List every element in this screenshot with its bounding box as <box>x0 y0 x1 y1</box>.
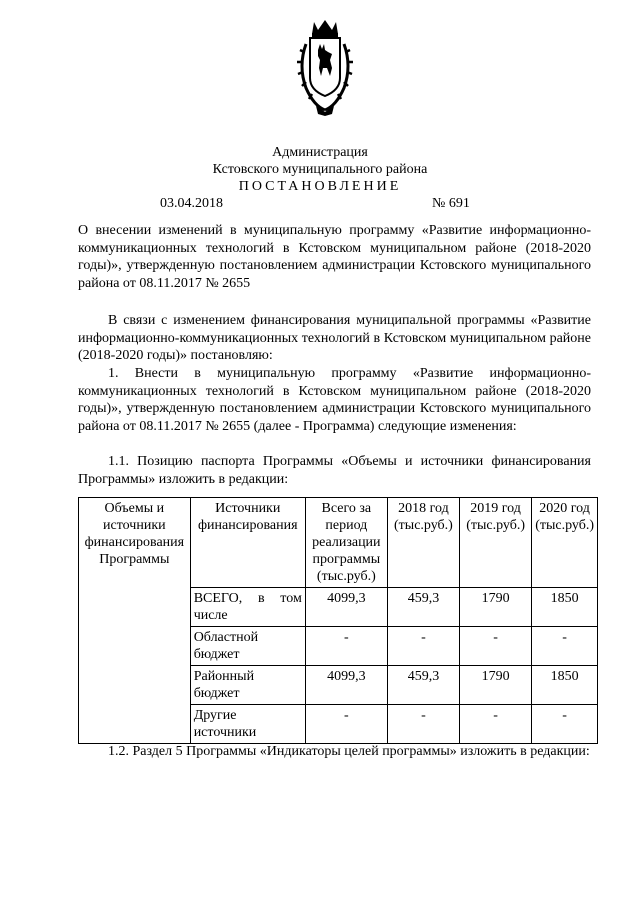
header-cell: Источники финансирования <box>190 498 305 588</box>
value-cell: - <box>460 705 532 744</box>
row-header-cell: Объемы и источники финансирования Программы <box>79 498 191 744</box>
value-cell: - <box>305 627 387 666</box>
doc-date: 03.04.2018 <box>160 196 223 211</box>
financing-table <box>78 497 598 744</box>
value-cell: - <box>387 627 459 666</box>
header-cell: Всего за период реализации программы (тыс.руб.) <box>305 498 387 588</box>
org-district: Кстовского муниципального района <box>212 162 428 177</box>
source-cell: Другие источники <box>190 705 305 744</box>
header-cell: 2018 год (тыс.руб.) <box>387 498 459 588</box>
value-cell: - <box>532 627 598 666</box>
value-cell: 1850 <box>532 666 598 705</box>
value-cell: 1790 <box>460 666 532 705</box>
doc-subject: О внесении изменений в муниципальную программу «Развитие информационно-коммуникационных технологий в Кстовском муниципальном районе (2018-2020 годы)», утвержденную постановлением администрации Кстовского муниципального района от 08.11.2017 № 2655 <box>78 223 591 291</box>
value-cell: 459,3 <box>387 588 459 627</box>
doc-number: № 691 <box>432 196 470 211</box>
header-cell: 2019 год (тыс.руб.) <box>460 498 532 588</box>
item-1-2: 1.2. Раздел 5 Программы «Индикаторы целей программы» изложить в редакции: <box>108 744 590 759</box>
org-name: Администрация <box>272 145 368 160</box>
value-cell: - <box>460 627 532 666</box>
value-cell: - <box>387 705 459 744</box>
source-cell: Областной бюджет <box>190 627 305 666</box>
value-cell: - <box>532 705 598 744</box>
header-cell: 2020 год (тыс.руб.) <box>532 498 598 588</box>
item-1-1: 1.1. Позицию паспорта Программы «Объемы и источники финансирования Программы» изложить в редакции: <box>78 454 591 487</box>
value-cell: 1850 <box>532 588 598 627</box>
doc-type: ПОСТАНОВЛЕНИЕ <box>238 179 402 194</box>
value-cell: 4099,3 <box>305 588 387 627</box>
source-cell: Районный бюджет <box>190 666 305 705</box>
value-cell: 4099,3 <box>305 666 387 705</box>
item-1: 1. Внести в муниципальную программу «Развитие информационно-коммуникационных технологий в Кстовском муниципальном районе (2018-2020 годы)», утвержденную постановлением администрации Кстовского муниципального района от 08.11.2017 № 2655 (далее - Программа) следующие изменения: <box>78 366 591 434</box>
preamble: В связи с изменением финансирования муниципальной программы «Развитие информационно-коммуникационных технологий в Кстовском муниципальном районе (2018-2020 годы)» постановляю: <box>78 313 591 364</box>
table-header-row <box>79 498 598 588</box>
value-cell: - <box>305 705 387 744</box>
source-cell: ВСЕГО, в том числе <box>190 588 305 627</box>
coat-of-arms-emblem <box>294 16 356 116</box>
value-cell: 1790 <box>460 588 532 627</box>
value-cell: 459,3 <box>387 666 459 705</box>
